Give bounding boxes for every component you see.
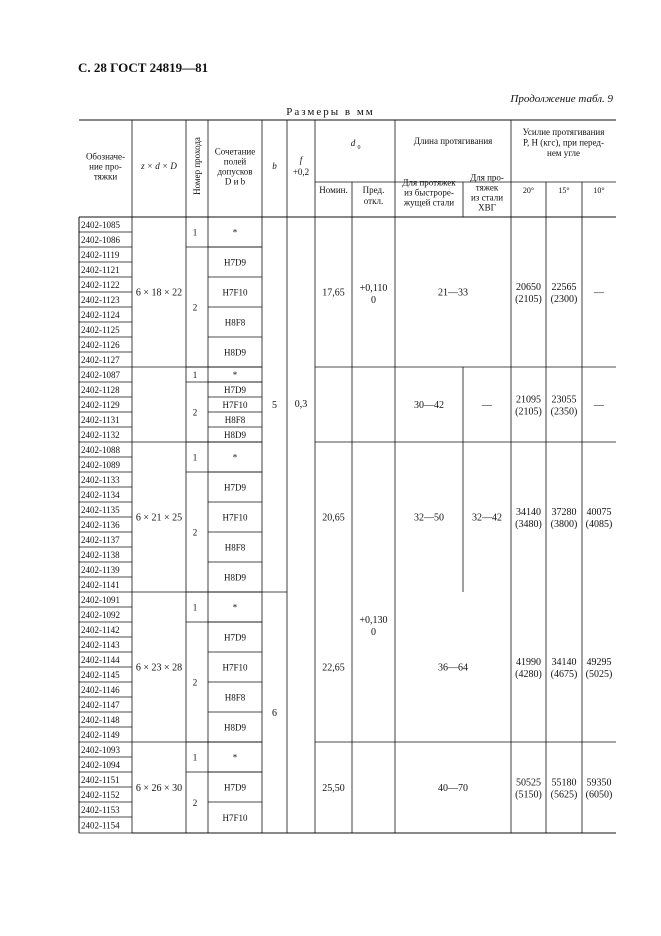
pass-number: 1 [192,370,198,380]
designation-cell: 2402-1089 [81,460,120,470]
designation-cell: 2402-1141 [81,580,120,590]
header-angle-15: 15° [558,186,570,195]
tolerance-combo: H8F8 [224,542,246,553]
designation-cell: 2402-1152 [81,790,120,800]
nominal-d0: 17,65 [322,287,345,299]
force-20-value: 20650 [516,282,541,293]
b-value: 6 [272,708,277,719]
force-20-value: (5150) [515,789,542,801]
header-length-fast: из быстроре- [404,187,454,198]
force-10-value: (5025) [585,669,613,680]
deviation-value: +0,110 [359,283,388,294]
tolerance-combo: H7D9 [224,385,246,395]
deviation-value: 0 [371,295,376,306]
header-nominal: Номин. [319,185,348,195]
force-20-value: 21095 [516,394,541,406]
header-length-fast: жущей стали [403,197,455,208]
header-length: Длина протягивания [413,136,493,146]
pass-number: 2 [192,527,198,538]
tolerance-combo: H7D9 [224,257,246,268]
header-angle-20: 20° [522,186,535,195]
force-15-value: 55180 [551,777,577,789]
force-15-value: (3800) [550,519,578,530]
force-10-value: 49295 [586,657,612,668]
nominal-d0: 20,65 [322,512,345,524]
force-10-value: (4085) [585,519,613,530]
designation-cell: 2402-1086 [81,235,120,245]
length-fast-value: 30—42 [414,400,444,411]
tolerance-combo: H8F8 [224,317,246,328]
tolerance-combo: * [232,452,238,463]
zdD-value: 6 × 23 × 28 [135,662,183,674]
pass-number: 2 [192,798,198,808]
header-combo: D и b [224,176,246,187]
force-10-value: — [594,400,604,411]
header-combo: Сочетание [214,146,256,157]
tolerance-combo: * [232,602,238,613]
force-20-value: (4280) [515,669,542,680]
designation-cell: 2402-1125 [81,325,120,335]
designation-cell: 2402-1151 [81,775,120,785]
force-20-value: 34140 [516,507,541,518]
force-20-value: (3480) [515,519,542,530]
header-length-xvg: тяжек [475,182,499,193]
force-10-value: 59350 [586,777,612,789]
tolerance-combo: H8D9 [224,430,246,440]
length-xvg-value: — [482,400,492,411]
tolerance-combo: H8D9 [224,722,246,733]
tolerance-combo: * [232,227,238,238]
pass-number: 2 [192,302,198,313]
deviation-value: 0 [371,627,376,638]
tolerance-combo: H7D9 [224,782,246,793]
tolerance-combo: H8D9 [224,347,246,358]
force-15-value: 23055 [551,394,577,406]
header-combo: допусков [217,166,253,177]
designation-cell: 2402-1139 [81,565,120,575]
designation-cell: 2402-1123 [81,295,120,305]
f-value: 0,3 [294,399,308,410]
zdD-value: 6 × 18 × 22 [135,287,183,299]
force-15-value: (5625) [550,789,578,801]
header-d0-sub: 0 [357,145,361,151]
designation-cell: 2402-1145 [81,670,120,680]
length-value: 21—33 [438,287,468,299]
designation-cell: 2402-1149 [81,730,120,740]
designation-cell: 2402-1094 [81,760,120,770]
designation-cell: 2402-1088 [81,445,120,455]
tolerance-combo: H7F10 [222,813,248,823]
designation-cell: 2402-1147 [81,700,120,710]
pass-number: 2 [192,407,198,418]
designation-cell: 2402-1085 [81,220,120,230]
designation-cell: 2402-1137 [81,535,120,545]
designation-cell: 2402-1131 [81,415,120,425]
designation-cell: 2402-1087 [81,370,120,380]
force-15-value: (4675) [550,669,578,680]
length-xvg-value: 32—42 [472,512,502,524]
designation-cell: 2402-1091 [81,595,120,605]
tolerance-combo: * [232,370,238,380]
header-length-xvg: ХВГ [478,202,496,213]
tolerance-combo: * [232,752,238,763]
force-10-value: (6050) [585,789,613,801]
designation-cell: 2402-1148 [81,715,120,725]
header-zdD: z × d × D [141,161,177,171]
tolerance-combo: H8F8 [224,692,246,703]
header-designation: Обозначе- [85,151,126,162]
designation-cell: 2402-1146 [81,685,120,695]
pass-number: 1 [192,752,198,763]
designation-cell: 2402-1127 [81,355,120,365]
nominal-d0: 25,50 [322,783,345,794]
length-value: 36—64 [438,662,468,674]
force-15-value: 34140 [551,657,577,668]
tolerance-combo: H7F10 [222,400,248,410]
page-header: С. 28 ГОСТ 24819—81 [78,60,209,75]
designation-cell: 2402-1132 [81,430,120,440]
force-15-value: (2350) [550,406,578,418]
tolerance-combo: H7D9 [224,632,246,643]
force-20-value: 41990 [516,657,541,668]
force-20-value: (2105) [515,294,542,305]
length-fast-value: 32—50 [414,512,444,524]
designation-cell: 2402-1135 [81,505,120,515]
tolerance-combo: H7F10 [222,662,248,673]
force-10-value: 40075 [586,507,612,518]
designation-cell: 2402-1121 [81,265,120,275]
header-b: b [272,161,277,171]
length-value: 40—70 [438,783,468,794]
designation-cell: 2402-1128 [81,385,120,395]
designation-cell: 2402-1122 [81,280,120,290]
header-pass-no: Номер прохода [192,137,202,195]
designation-cell: 2402-1143 [81,640,120,650]
designation-cell: 2402-1124 [81,310,120,320]
pass-number: 1 [192,227,198,238]
zdD-value: 6 × 21 × 25 [135,512,183,524]
header-force: нем угле [547,148,580,158]
header-deviation: откл. [363,196,384,206]
header-force: Усилие протягивания [522,127,605,137]
b-value: 5 [272,400,277,411]
header-f: f [299,155,303,165]
header-designation: тяжки [93,171,118,182]
designation-cell: 2402-1093 [81,745,120,755]
designation-cell: 2402-1092 [81,610,120,620]
pass-number: 1 [192,602,198,613]
nominal-d0: 22,65 [322,662,345,674]
designation-cell: 2402-1134 [81,490,120,500]
deviation-value: +0,130 [359,615,388,626]
tolerance-combo: H7F10 [222,287,248,298]
header-designation: ние про- [89,161,122,172]
designation-cell: 2402-1133 [81,475,120,485]
header-length-xvg: Для про- [470,172,504,183]
designation-cell: 2402-1119 [81,250,120,260]
tolerance-combo: H8F8 [224,415,246,425]
header-d0: d [350,138,356,148]
designation-cell: 2402-1154 [81,820,120,831]
force-10-value: — [594,287,604,299]
tolerance-combo: H7D9 [224,482,246,493]
header-length-fast: Для протяжек [402,177,456,188]
header-combo: полей [223,156,247,167]
designation-cell: 2402-1142 [81,625,120,635]
designation-cell: 2402-1126 [81,340,120,350]
header-deviation: Пред. [362,185,385,195]
header-length-xvg: из стали [470,192,504,203]
designation-cell: 2402-1153 [81,805,120,815]
force-20-value: 50525 [516,777,541,789]
designation-cell: 2402-1136 [81,520,120,530]
pass-number: 2 [192,677,198,688]
header-f-tol: +0,2 [292,167,310,177]
sizes-caption: Размеры в мм [286,106,375,118]
zdD-value: 6 × 26 × 30 [135,783,183,794]
designation-cell: 2402-1144 [81,655,120,665]
force-15-value: 22565 [551,282,577,293]
header-force: P, Н (кгс), при перед- [523,137,604,148]
table-continuation-note: Продолжение табл. 9 [510,93,613,105]
tolerance-combo: H8D9 [224,572,246,583]
header-angle-10: 10° [593,186,605,195]
force-15-value: (2300) [550,294,578,305]
pass-number: 1 [192,452,198,463]
designation-cell: 2402-1129 [81,400,120,410]
force-20-value: (2105) [515,406,542,418]
force-15-value: 37280 [551,507,577,518]
tolerance-combo: H7F10 [222,512,248,523]
designation-cell: 2402-1138 [81,550,120,560]
